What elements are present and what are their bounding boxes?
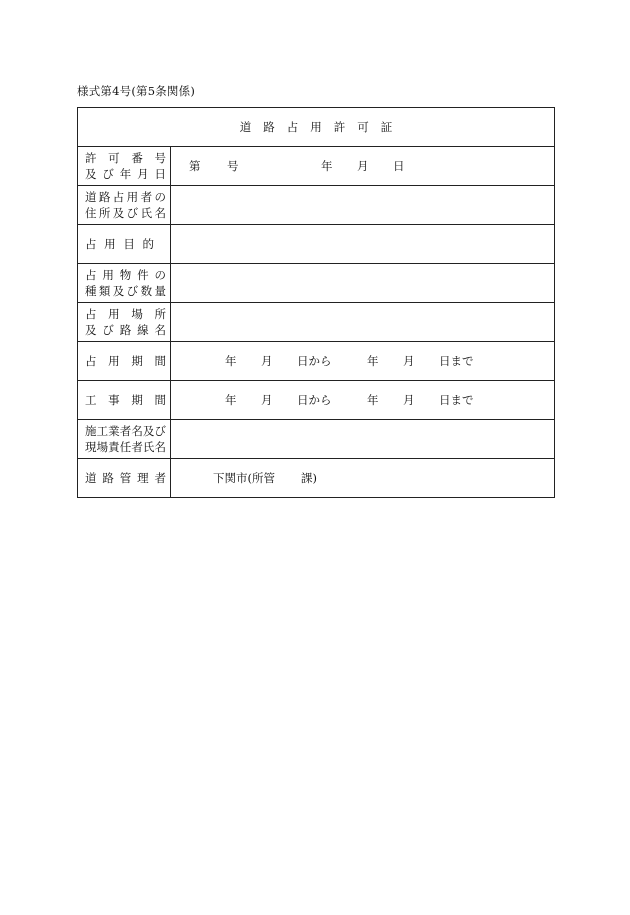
label-char: 路 — [119, 323, 132, 337]
road-occupancy-permit-table — [77, 107, 555, 498]
label-line — [85, 322, 166, 338]
label-char: 占 — [85, 268, 97, 282]
label-char: 理 — [137, 471, 149, 485]
label-char: 者 — [119, 424, 132, 438]
label-char: 名 — [131, 424, 143, 438]
label-char: 占 — [112, 190, 125, 204]
label-char: 所 — [98, 206, 111, 220]
label-char: 路 — [102, 471, 114, 485]
table-row — [78, 264, 555, 303]
label-char: 場 — [131, 307, 143, 321]
row-label-occupancy-period — [78, 342, 171, 381]
label-char: 的 — [142, 237, 154, 251]
row-label-road-administrator — [78, 459, 171, 498]
label-line — [85, 166, 166, 182]
label-char: 名 — [154, 323, 166, 337]
label-line — [85, 423, 166, 439]
value-occupancy-period[interactable] — [171, 342, 555, 381]
label-line — [85, 205, 166, 221]
table-row — [78, 420, 555, 459]
label-line — [85, 283, 166, 299]
row-label-occupant — [78, 186, 171, 225]
label-char: 道 — [85, 190, 97, 204]
label-char: 氏 — [140, 206, 153, 220]
value-text: 月 — [403, 393, 415, 407]
row-label-location — [78, 303, 171, 342]
value-text: 年 — [321, 159, 333, 173]
label-char: 道 — [85, 471, 97, 485]
row-label-contractor — [78, 420, 171, 459]
label-char: 用 — [108, 307, 120, 321]
label-char: 期 — [131, 354, 143, 368]
label-char: 可 — [108, 151, 120, 165]
value-text: 年 — [225, 393, 237, 407]
label-char: 間 — [154, 393, 166, 407]
label-char: 及 — [85, 167, 97, 181]
label-char: 占 — [85, 237, 97, 251]
label-char: 件 — [137, 268, 149, 282]
label-char: 種 — [85, 284, 97, 298]
label-char: 路 — [98, 190, 111, 204]
label-char: 用 — [104, 237, 116, 251]
value-text: 下関市(所管 — [213, 471, 275, 485]
label-char: 者 — [140, 190, 153, 204]
label-char: 責 — [108, 440, 120, 454]
table-row — [78, 186, 555, 225]
label-line — [85, 189, 166, 205]
row-label-object — [78, 264, 171, 303]
value-text: 月 — [261, 393, 273, 407]
table-row — [78, 147, 555, 186]
label-char: 名 — [154, 440, 166, 454]
form-number-label: 様式第4号(第5条関係) — [77, 84, 196, 98]
value-text: 日から — [297, 354, 332, 368]
row-label-permit-number — [78, 147, 171, 186]
label-char: 許 — [85, 151, 97, 165]
label-char: 用 — [102, 268, 114, 282]
table-row — [78, 303, 555, 342]
label-char: 期 — [131, 393, 143, 407]
value-text: 年 — [367, 354, 379, 368]
label-line — [85, 267, 166, 283]
label-line — [85, 353, 166, 369]
value-text: 日まで — [439, 393, 474, 407]
label-char: 事 — [108, 393, 120, 407]
label-char: 工 — [85, 393, 97, 407]
label-char: 氏 — [142, 440, 155, 454]
value-text: 月 — [403, 354, 415, 368]
label-line — [85, 439, 166, 455]
label-char: 年 — [119, 167, 132, 181]
label-char: 量 — [154, 284, 166, 298]
value-occupant[interactable] — [171, 186, 555, 225]
label-char: び — [154, 424, 166, 438]
value-purpose[interactable] — [171, 225, 555, 264]
label-char: 月 — [137, 167, 149, 181]
label-char: 住 — [85, 206, 97, 220]
value-text: 年 — [225, 354, 237, 368]
value-text: 号 — [227, 159, 239, 173]
label-char: 工 — [96, 424, 109, 438]
label-char: 及 — [112, 206, 125, 220]
label-char: 場 — [96, 440, 109, 454]
row-label-purpose — [78, 225, 171, 264]
label-char: 者 — [154, 471, 166, 485]
table-row — [78, 459, 555, 498]
label-line — [85, 236, 166, 252]
table-row — [78, 381, 555, 420]
value-text: 日 — [393, 159, 405, 173]
label-char: 日 — [154, 167, 166, 181]
row-label-construction-period — [78, 381, 171, 420]
label-char: 占 — [85, 307, 97, 321]
value-road-administrator[interactable] — [171, 459, 555, 498]
value-contractor[interactable] — [171, 420, 555, 459]
label-char: び — [102, 167, 114, 181]
value-text: 年 — [367, 393, 379, 407]
value-text: 日から — [297, 393, 332, 407]
label-char: び — [102, 323, 114, 337]
label-char: 数 — [140, 284, 153, 298]
label-char: 番 — [131, 151, 143, 165]
label-char: 現 — [85, 440, 97, 454]
label-char: 管 — [119, 471, 132, 485]
label-char: 業 — [108, 424, 120, 438]
label-char: の — [154, 190, 166, 204]
label-line — [85, 306, 166, 322]
label-line — [85, 470, 166, 486]
label-char: 線 — [137, 323, 149, 337]
label-char: 所 — [154, 307, 166, 321]
table-row — [78, 225, 555, 264]
value-text: 月 — [357, 159, 369, 173]
label-char: の — [154, 268, 166, 282]
label-char: 間 — [154, 354, 166, 368]
table-row — [78, 342, 555, 381]
value-text: 日まで — [439, 354, 474, 368]
label-char: 施 — [85, 424, 97, 438]
label-char: び — [126, 284, 139, 298]
label-char: 任 — [119, 440, 132, 454]
value-text: 第 — [189, 159, 201, 173]
label-line — [85, 150, 166, 166]
label-char: 用 — [108, 354, 120, 368]
title-row — [78, 108, 555, 147]
label-char: び — [126, 206, 139, 220]
label-char: 及 — [142, 424, 155, 438]
value-location[interactable] — [171, 303, 555, 342]
label-char: 類 — [98, 284, 111, 298]
value-object[interactable] — [171, 264, 555, 303]
label-char: 用 — [126, 190, 139, 204]
value-text: 課) — [301, 471, 317, 485]
label-char: 占 — [85, 354, 97, 368]
label-char: 物 — [119, 268, 132, 282]
value-permit-number[interactable] — [171, 147, 555, 186]
label-char: 者 — [131, 440, 143, 454]
value-text: 月 — [261, 354, 273, 368]
permit-title: 道路占用許可証 — [78, 108, 555, 147]
value-construction-period[interactable] — [171, 381, 555, 420]
label-char: 号 — [154, 151, 166, 165]
label-char: 及 — [112, 284, 125, 298]
label-line — [85, 392, 166, 408]
label-char: 名 — [154, 206, 166, 220]
label-char: 目 — [123, 237, 135, 251]
label-char: 及 — [85, 323, 97, 337]
